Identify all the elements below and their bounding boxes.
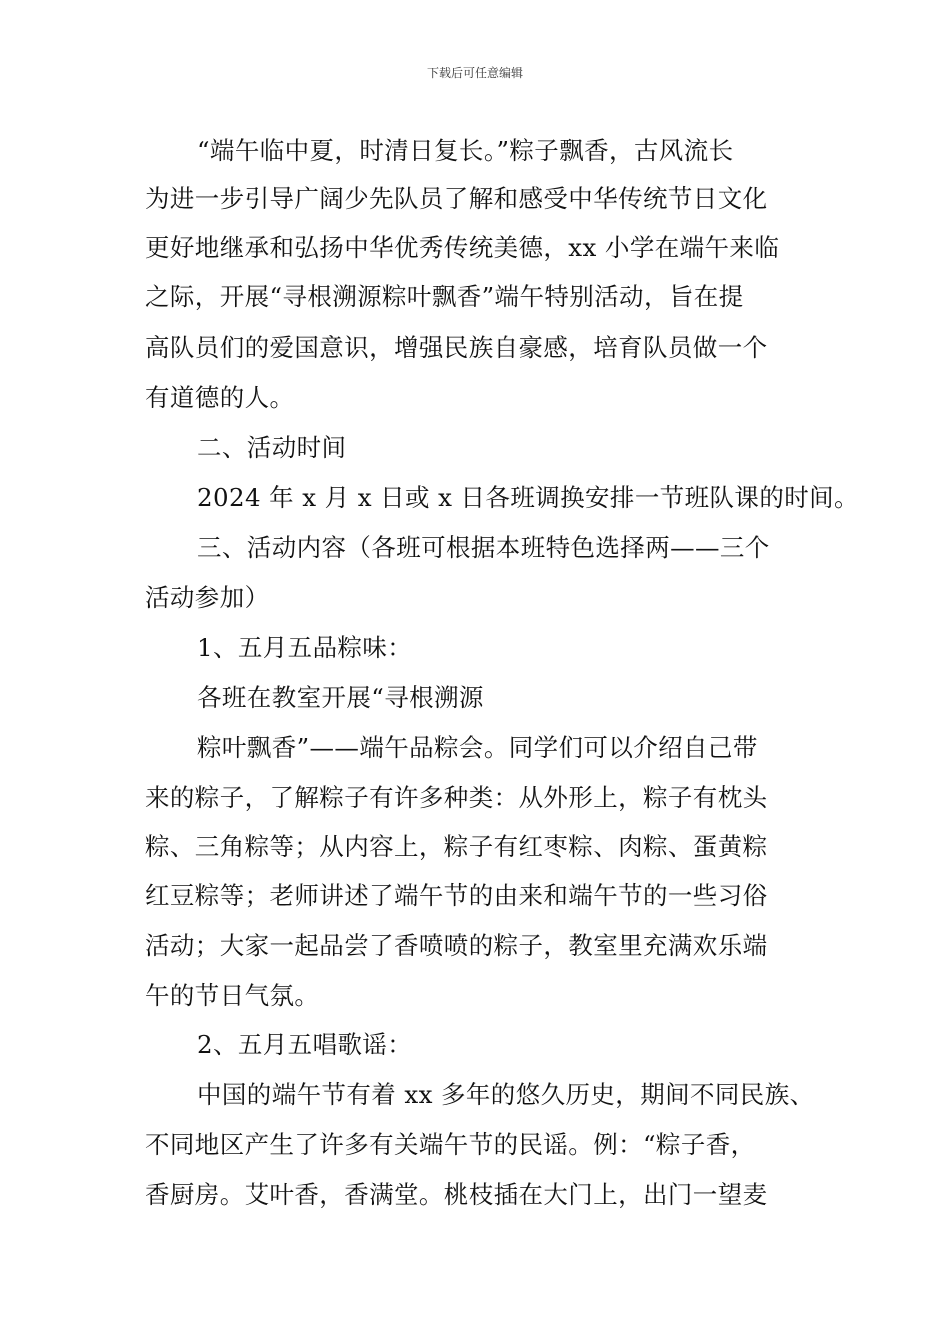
text-line: 2024 年 x 月 x 日或 x 日各班调换安排一节班队课的时间。 — [197, 483, 859, 512]
text-line: 二、活动时间 — [197, 433, 347, 462]
text-line: 1、五月五品粽味： — [197, 633, 413, 662]
text-line: 粽叶飘香”——端午品粽会。同学们可以介绍自己带 — [197, 733, 758, 762]
text-line: 有道德的人。 — [145, 383, 295, 412]
text-line: 红豆粽等；老师讲述了端午节的由来和端午节的一些习俗 — [145, 881, 768, 910]
text-line: 各班在教室开展“寻根溯源 — [197, 683, 484, 712]
text-line: 之际，开展“寻根溯源粽叶飘香”端午特别活动，旨在提 — [145, 282, 744, 311]
text-line: 粽、三角粽等；从内容上，粽子有红枣粽、肉粽、蛋黄粽 — [145, 832, 768, 861]
text-line: “端午临中夏，时清日复长。”粽子飘香，古风流长 — [197, 136, 734, 165]
text-line: 2、五月五唱歌谣： — [197, 1030, 413, 1059]
text-line: 中国的端午节有着 xx 多年的悠久历史，期间不同民族、 — [197, 1080, 815, 1109]
text-line: 为进一步引导广阔少先队员了解和感受中华传统节日文化 — [145, 184, 768, 213]
text-line: 香厨房。艾叶香，香满堂。桃枝插在大门上，出门一望麦 — [145, 1180, 768, 1209]
text-line: 不同地区产生了许多有关端午节的民谣。例：“粽子香， — [145, 1130, 756, 1159]
text-line: 活动参加） — [145, 583, 270, 612]
text-line: 三、活动内容（各班可根据本班特色选择两——三个 — [197, 533, 770, 562]
text-line: 高队员们的爱国意识，增强民族自豪感，培育队员做一个 — [145, 333, 768, 362]
text-line: 午的节日气氛。 — [145, 981, 320, 1010]
text-line: 来的粽子，了解粽子有许多种类：从外形上，粽子有枕头 — [145, 783, 768, 812]
text-line: 活动；大家一起品尝了香喷喷的粽子，教室里充满欢乐端 — [145, 931, 768, 960]
text-line: 更好地继承和弘扬中华优秀传统美德，xx 小学在端午来临 — [145, 233, 780, 262]
page-header: 下载后可任意编辑 — [426, 66, 523, 80]
